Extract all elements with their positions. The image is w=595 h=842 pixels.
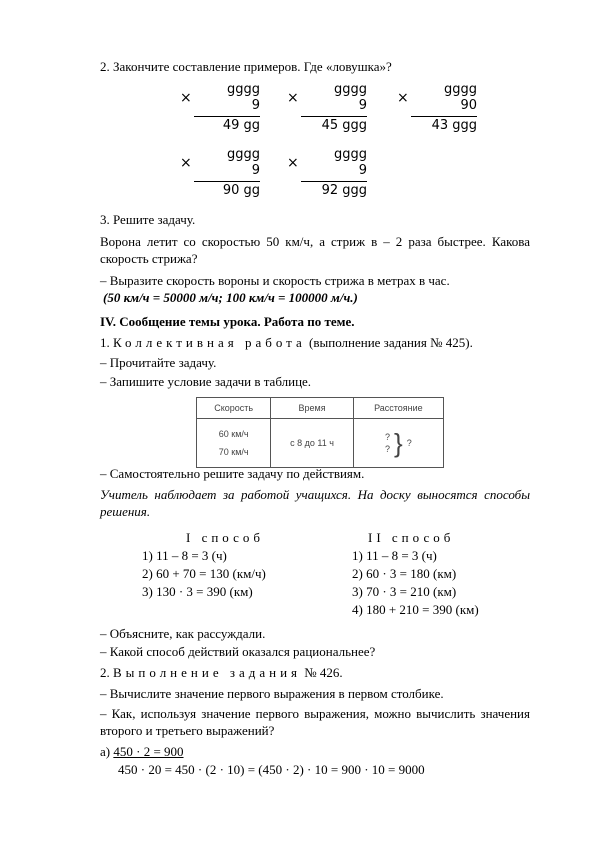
solve-by-steps: – Самостоятельно решите задачу по действиям. bbox=[100, 466, 365, 481]
item-1-number: 1. bbox=[100, 335, 110, 350]
multiplicand: gggg bbox=[226, 147, 260, 162]
multiplier: 9 bbox=[251, 163, 260, 178]
multiplication-example-2 bbox=[287, 82, 367, 132]
header-speed: Скорость bbox=[197, 398, 271, 419]
read-task: – Прочитайте задачу. bbox=[100, 355, 217, 370]
item-2-rest: № 426. bbox=[304, 665, 343, 680]
item-1-spaced-title: Коллективная работа bbox=[113, 335, 306, 350]
times-sign: × bbox=[287, 90, 299, 106]
item-2-spaced-title: Выполнение задания bbox=[113, 665, 302, 680]
example-a-line-2: 450 · 20 = 450 · (2 · 10) = (450 · 2) · 10 = 900 · 10 = 9000 bbox=[118, 762, 425, 777]
condition-table bbox=[196, 397, 444, 468]
multiplicand: gggg bbox=[333, 147, 367, 162]
teacher-note-line-1: Учитель наблюдает за работой учащихся. На доску выносятся способы bbox=[100, 487, 530, 502]
section-iv-title: IV. Сообщение темы урока. Работа по теме. bbox=[100, 314, 355, 329]
explain-reasoning: – Объясните, как рассуждали. bbox=[100, 626, 266, 641]
total-distance: ? bbox=[406, 438, 412, 448]
task-2-title: 2. Закончите составление примеров. Где «ловушка»? bbox=[100, 59, 392, 74]
task-text-line-1: Ворона летит со скоростью 50 км/ч, а стриж в – 2 раза быстрее. Какова bbox=[100, 234, 530, 249]
item-1-heading bbox=[100, 335, 473, 351]
result-line bbox=[301, 116, 367, 117]
item-1-rest: (выполнение задания № 425). bbox=[309, 335, 473, 350]
result-line bbox=[301, 181, 367, 182]
result-line bbox=[411, 116, 477, 117]
product: 43 ggg bbox=[431, 118, 477, 133]
product: 92 ggg bbox=[321, 183, 367, 198]
how-question-line-1: – Как, используя значение первого выражения, можно вычислить значения bbox=[100, 706, 530, 721]
header-distance: Расстояние bbox=[353, 398, 443, 419]
speed-cell bbox=[197, 419, 271, 468]
multiplicand: gggg bbox=[226, 82, 260, 97]
step: 3) 130 · 3 = 390 (км) bbox=[142, 584, 253, 599]
way-1-title: I способ bbox=[186, 530, 265, 545]
item-2-heading bbox=[100, 665, 343, 681]
way-2-steps bbox=[352, 547, 479, 619]
multiplier: 90 bbox=[460, 98, 477, 113]
speed-2: 70 км/ч bbox=[218, 447, 249, 457]
product: 90 gg bbox=[222, 183, 260, 198]
distance-2: ? bbox=[385, 444, 391, 454]
example-a-label: а) bbox=[100, 744, 111, 759]
distance-cell bbox=[353, 419, 443, 468]
item-2-number: 2. bbox=[100, 665, 110, 680]
time-cell: с 8 до 11 ч bbox=[271, 419, 353, 468]
write-condition: – Запишите условие задачи в таблице. bbox=[100, 374, 312, 389]
teacher-note-line-2: решения. bbox=[100, 504, 151, 519]
step: 2) 60 + 70 = 130 (км/ч) bbox=[142, 566, 266, 581]
product: 45 ggg bbox=[321, 118, 367, 133]
times-sign: × bbox=[180, 90, 192, 106]
multiplication-example-5 bbox=[287, 147, 367, 197]
step: 2) 60 · 3 = 180 (км) bbox=[352, 566, 457, 581]
way-1-steps bbox=[142, 547, 266, 601]
multiplication-example-4 bbox=[180, 147, 260, 197]
way-2-title: II способ bbox=[368, 530, 455, 545]
task-3-title: 3. Решите задачу. bbox=[100, 212, 196, 227]
step: 3) 70 · 3 = 210 (км) bbox=[352, 584, 457, 599]
how-question-line-2: второго и третьего выражений? bbox=[100, 723, 275, 738]
multiplier: 9 bbox=[358, 98, 367, 113]
speed-1: 60 км/ч bbox=[218, 429, 249, 439]
table-row bbox=[197, 419, 444, 468]
multiplicand: gggg bbox=[443, 82, 477, 97]
times-sign: × bbox=[180, 155, 192, 171]
curly-brace: } bbox=[394, 428, 403, 458]
step: 4) 180 + 210 = 390 (км) bbox=[352, 602, 479, 617]
rational-question: – Какой способ действий оказался рациональнее? bbox=[100, 644, 376, 659]
multiplicand: gggg bbox=[333, 82, 367, 97]
question-speed-meters: – Выразите скорость вороны и скорость стрижа в метрах в час. bbox=[100, 273, 450, 288]
multiplier: 9 bbox=[358, 163, 367, 178]
multiplication-example-3 bbox=[397, 82, 477, 132]
example-a bbox=[100, 744, 184, 760]
example-a-expression: 450 · 2 = 900 bbox=[113, 744, 184, 759]
result-line bbox=[194, 116, 260, 117]
task-text-line-2: скорость стрижа? bbox=[100, 251, 198, 266]
multiplication-example-1 bbox=[180, 82, 260, 132]
product: 49 gg bbox=[222, 118, 260, 133]
times-sign: × bbox=[397, 90, 409, 106]
times-sign: × bbox=[287, 155, 299, 171]
step: 1) 11 – 8 = 3 (ч) bbox=[142, 548, 227, 563]
calc-first-expression: – Вычислите значение первого выражения в первом столбике. bbox=[100, 686, 444, 701]
distance-1: ? bbox=[385, 432, 391, 442]
result-line bbox=[194, 181, 260, 182]
multiplier: 9 bbox=[251, 98, 260, 113]
header-time: Время bbox=[271, 398, 353, 419]
answer-speeds: (50 км/ч = 50000 м/ч; 100 км/ч = 100000 м/ч.) bbox=[103, 290, 358, 305]
step: 1) 11 – 8 = 3 (ч) bbox=[352, 548, 437, 563]
table-header-row bbox=[197, 398, 444, 419]
